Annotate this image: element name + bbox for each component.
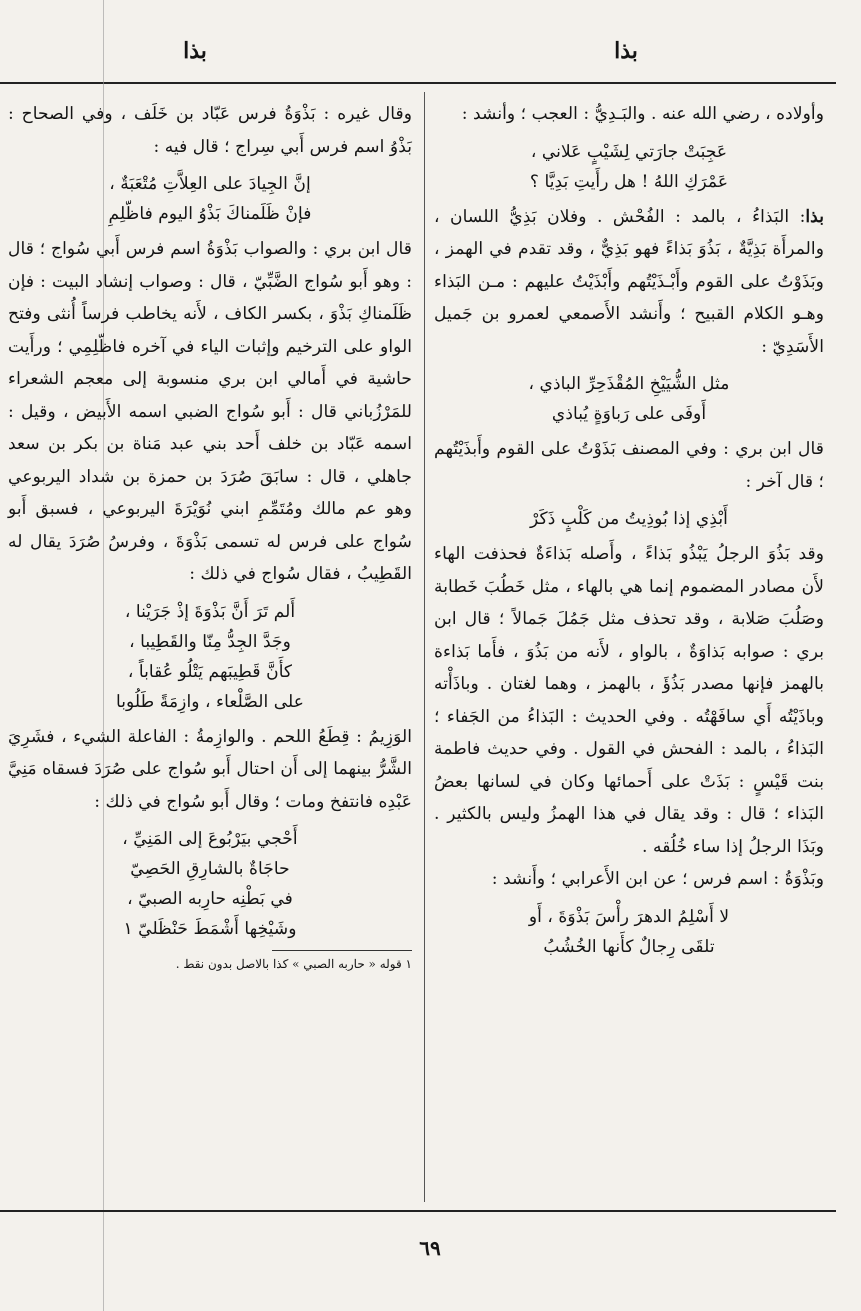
verse xyxy=(8,597,412,717)
verse-line: أَوفَى على رَباوَةٍ يُباذي xyxy=(551,404,707,424)
verse xyxy=(434,504,824,534)
entry-paragraph xyxy=(434,201,824,364)
right-column xyxy=(434,98,824,966)
paragraph: وأولاده ، رضي الله عنه . والبَـدِيُّ : العجب ؛ وأنشد : xyxy=(461,104,824,124)
verse xyxy=(434,369,824,429)
verse xyxy=(8,824,412,944)
verse-line: تلقَى رِجالٌ كأَنها الخُشُبُ xyxy=(543,936,715,957)
verse-line: فإنْ ظَلَمناكَ بَذْوُ اليوم فاظّلِمِ xyxy=(108,204,312,224)
paragraph: وبَذْوَةُ : اسم فرس ؛ عن ابن الأَعرابي ؛ وأَنشد : xyxy=(491,869,824,889)
running-head-right: بذا xyxy=(614,38,638,64)
verse-line: على الصَّلْعاء ، وازِمَةً طَلُوبا xyxy=(116,691,304,712)
column-divider xyxy=(424,92,425,1202)
verse-line: أَحْجي بيَرْبُوعَ إلى المَنِيِّ ، xyxy=(122,829,298,849)
verse-line: وشَيْخِها أَشْمَطَ حَنْظَليّ ١ xyxy=(123,919,297,939)
verse-line: أَلم تَرَ أَنَّ بَذْوَةَ إذْ جَرَيْنا ، xyxy=(124,601,296,622)
footnote-rule xyxy=(272,950,412,951)
verse xyxy=(434,137,824,197)
verse-line: عَجِبَتْ جارَتي لِشَيْبٍ عَلاني ، xyxy=(530,141,728,162)
verse-line: حاجَاةٌ بالشارِقِ الحَصِيّ xyxy=(130,859,290,879)
verse-line: وجَدَّ الجِدُّ مِنّا والقَطِيبا ، xyxy=(129,631,291,652)
verse-line: عَمْرَكِ اللهُ ! هل رأَيتِ بَدِيَّا ؟ xyxy=(529,171,729,192)
footnote: ١ قوله « حاربه الصبي » كذا بالاصل بدون نقط . xyxy=(175,957,412,971)
verse-line: لا أَسْلِمُ الدهرَ رأْسَ بَذْوَةَ ، أَو xyxy=(528,906,730,927)
paragraph: وقد بَذُوَ الرجلُ يَبْذُو بَذاءً ، وأَصله بَذاءَةٌ فحذفت الهاء لأَن مصادر المضموم إنما هي بالهاء ، مثل خَطُبَ خَطابة وصَلُبَ صَلابة ، وقد تحذف مثل جَمُلَ جَمالاً ؛ قال ابن بري : صوابه بَذاوَةٌ ، بالواو ، لأَنه من بَذُوَ ، فأَما بَذاءة بالهمز فإنها مصدر بَذُؤَ ، بالهمز ، وهما لغتان . وباذَأْته وباذَيْتُه أَي سافَهْتُه . وفي الحديث : البَذاءُ من الجَفاء ؛ البَذاءُ ، بالمد : الفحش في القول . وفي حديث فاطمة بنت قَيْسٍ : بَذَتْ على أَحمائها وكان في لسانها بعضُ البَذاء ؛ قال : وقد يقال في هذا الهمزُ وليس بالكثير . وبَذَا الرجلُ إذا ساء خُلُقه . xyxy=(434,544,824,857)
verse-line: في بَطْنِه حارِبه الصبيّ ، xyxy=(127,889,293,909)
verse-line: أَبْذِي إذا بُوذِيتُ من كَلْبٍ ذَكَرْ xyxy=(530,509,728,529)
page-number: ٦٩ xyxy=(419,1236,441,1260)
entry-text: : البَذاءُ ، بالمد : الفُحْش . وفلان بَذِيُّ اللسان ، والمرأَة بَذِيَّةٌ ، بَذُوَ بَذاءً فهو بَذِيٌّ ، وقد تقدم في الهمز ، وبَذَوْتُ على القوم وأَبْـذَيْتُهم وأَبْذَيْتُ عليهم : مـن البَذاء وهـو الكلام القبيح ؛ وأَنشد الأَصمعي لعمرو بن جَميل الأَسَدِيّ : xyxy=(434,206,824,357)
bottom-rule xyxy=(0,1210,836,1212)
running-head-left: بذا xyxy=(183,38,207,64)
verse-line: كأَنَّ قَطِيبَهم يَتْلُو عُقاباً ، xyxy=(127,661,293,682)
top-rule xyxy=(0,82,836,84)
verse xyxy=(434,902,824,962)
paragraph: وقال غيره : بَذْوَةُ فرس عَبّاد بن خَلَف ، وفي الصحاح : بَذْوُ اسم فرس أَبي سِراج ؛ قال فيه : xyxy=(8,104,412,157)
paragraph: قال ابن بري : والصواب بَذْوَةُ اسم فرس أَبي سُواج ؛ قال : وهو أَبو سُواج الضَّبِّيّ ، قال : وصواب إنشاد البيت : فإن ظَلَمناكِ بَذْوَ ، بكسر الكاف ، لأَنه يخاطب فرساً أُنثى وفتح الواو على الترخيم وإثبات الياء في آخره فاظّلِمِي ؛ ورأَيت حاشية في أَمالي ابن بري منسوبة إلى معجم الشعراء للمَرْزُباني قال : أَبو سُواج الضبي اسمه الأَبيض ، وقيل : اسمه عَبّاد بن خلف أَحد بني عبد مَناة بن بكر بن سعد جاهلي ، قال : سابَقَ صُرَدَ بن حمزة بن شداد اليربوعي وهو عم مالك ومُتَمِّمِ ابني نُوَيْرَةَ اليربوعي ، فسبق أَبو سُواج على فرس له تسمى بَذْوَةَ ، وفرسُ صُرَدَ يقال له القَطِيبُ ، فقال سُواج في ذلك : xyxy=(8,239,412,584)
entry-headword: بذا xyxy=(805,206,824,227)
verse-line: مثل الشُّيَيْخِ المُقْذَحِرِّ الباذي ، xyxy=(528,374,730,394)
verse xyxy=(8,169,412,229)
paragraph: قال ابن بري : وفي المصنف بَذَوْتُ على القوم وأَبذَيْتُهم ؛ قال آخر : xyxy=(434,439,824,492)
paragraph: الوَزِيمُ : قِطَعُ اللحم . والوازِمةُ : الفاعلة الشيء ، فشَرِيَ الشَّرُّ بينهما إلى أَن احتال أَبو سُواج على صُرَدَ فسقاه مَنِيَّ عَبْدِه فانتفخ ومات ؛ وقال أَبو سُواج في ذلك : xyxy=(8,726,412,812)
left-column xyxy=(8,98,412,975)
verse-line: إنَّ الجِيادَ على العِلاَّتِ مُتْعَبَةٌ ، xyxy=(109,174,311,194)
